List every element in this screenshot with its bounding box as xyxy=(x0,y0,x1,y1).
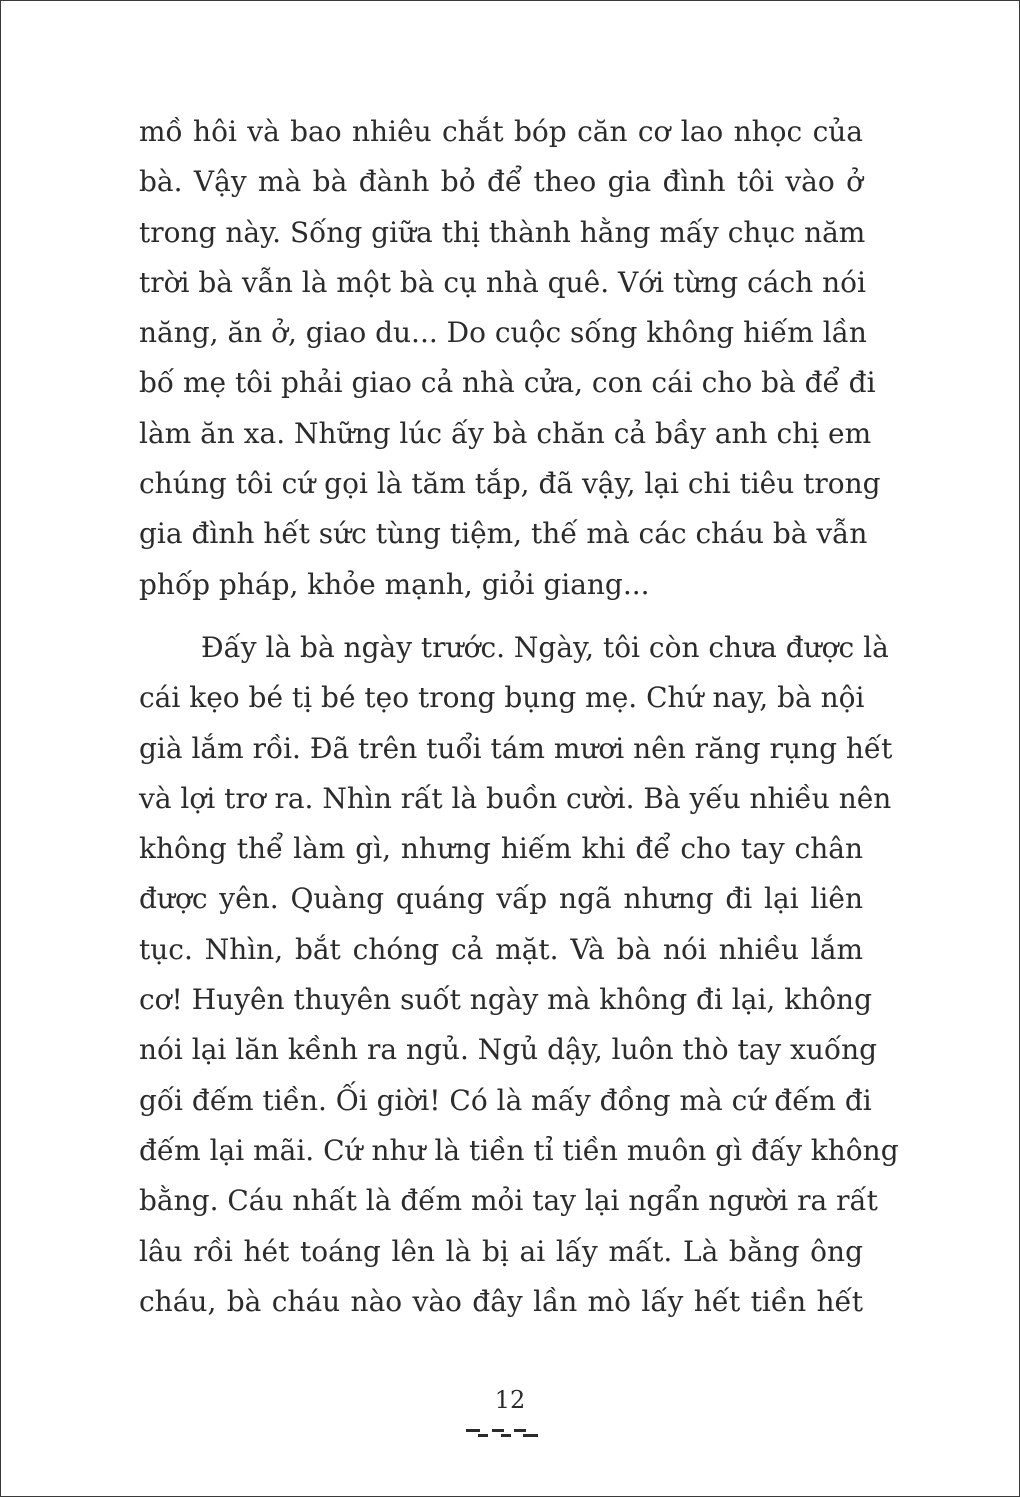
paragraph-1 xyxy=(139,107,881,610)
text-line: trời bà vẫn là một bà cụ nhà quê. Với từng cách nói xyxy=(139,265,866,299)
text-line: làm ăn xa. Những lúc ấy bà chăn cả bầy anh chị em xyxy=(139,416,872,450)
text-line: tục. Nhìn, bắt chóng cả mặt. Và bà nói nhiều lắm xyxy=(139,932,863,966)
text-line: cái kẹo bé tị bé tẹo trong bụng mẹ. Chứ nay, bà nội xyxy=(139,681,865,715)
text-line: trong này. Sống giữa thị thành hằng mấy chục năm xyxy=(139,215,866,249)
body-text xyxy=(139,107,899,1327)
text-line: và lợi trơ ra. Nhìn rất là buồn cười. Bà yếu nhiều nên xyxy=(139,781,892,815)
text-line: cơ! Huyên thuyên suốt ngày mà không đi lại, không xyxy=(139,983,873,1017)
text-line: cháu, bà cháu nào vào đây lần mò lấy hết tiền hết xyxy=(139,1284,863,1318)
text-line: không thể làm gì, nhưng hiếm khi để cho tay chân xyxy=(139,832,863,866)
text-line: bà. Vậy mà bà đành bỏ để theo gia đình tôi vào ở xyxy=(139,165,863,199)
text-line: được yên. Quàng quáng vấp ngã nhưng đi lại liên xyxy=(139,882,863,916)
text-line: lâu rồi hét toáng lên là bị ai lấy mất. Là bằng ông xyxy=(139,1234,863,1268)
text-line: năng, ăn ở, giao du... Do cuộc sống không hiếm lần xyxy=(139,316,867,350)
text-line: đếm lại mãi. Cứ như là tiền tỉ tiền muôn gì đấy không xyxy=(139,1133,899,1167)
text-line: phốp pháp, khỏe mạnh, giỏi giang... xyxy=(139,567,650,601)
paragraph-2 xyxy=(139,623,899,1327)
text-line: gia đình hết sức tùng tiệm, thế mà các cháu bà vẫn xyxy=(139,517,868,551)
text-line: chúng tôi cứ gọi là tăm tắp, đã vậy, lại chi tiêu trong xyxy=(139,467,881,501)
text-line: mồ hôi và bao nhiêu chắt bóp căn cơ lao nhọc của xyxy=(139,115,863,148)
text-line: bố mẹ tôi phải giao cả nhà cửa, con cái cho bà để đi xyxy=(139,366,876,400)
page-number: 12 xyxy=(494,1386,526,1414)
text-line: già lắm rồi. Đã trên tuổi tám mươi nên răng rụng hết xyxy=(139,731,893,765)
text-line: gối đếm tiền. Ối giời! Có là mấy đồng mà cứ đếm đi xyxy=(139,1083,872,1117)
text-line: nói lại lăn kềnh ra ngủ. Ngủ dậy, luôn thò tay xuống xyxy=(139,1033,878,1067)
text-line: Đấy là bà ngày trước. Ngày, tôi còn chưa được là xyxy=(201,630,889,664)
text-line: bằng. Cáu nhất là đếm mỏi tay lại ngẩn người ra rất xyxy=(139,1184,878,1218)
page-ornament-icon xyxy=(466,1428,538,1440)
